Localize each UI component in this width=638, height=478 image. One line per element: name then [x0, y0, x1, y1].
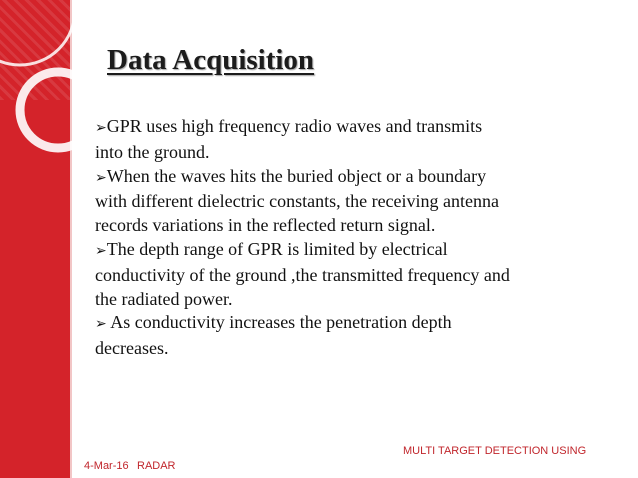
footer-date: 4-Mar-16 [84, 460, 129, 472]
bullet-line: When the waves hits the buried object or a boundary [106, 165, 487, 186]
bullet-line: conductivity of the ground ,the transmitted frequency and [95, 264, 510, 285]
decorative-ring-medium [20, 72, 96, 148]
arrow-bullet-icon: ➢ [95, 316, 107, 333]
bullet-line: with different dielectric constants, the receiving antenna [95, 191, 500, 212]
bullet-line: into the ground. [95, 141, 210, 162]
decorative-ring-large [0, 0, 75, 65]
arrow-bullet-icon: ➢ [95, 242, 107, 259]
bullet-line: decreases. [95, 338, 169, 359]
bullet-line: records variations in the reflected return signal. [95, 215, 436, 236]
arrow-bullet-icon: ➢ [95, 169, 107, 186]
bullet-item [95, 238, 595, 311]
bullet-line: GPR uses high frequency radio waves and transmits [106, 116, 483, 136]
bullet-line: As conductivity increases the penetration depth [106, 312, 452, 333]
bullet-line: the radiated power. [95, 288, 233, 309]
bullet-list [95, 115, 595, 361]
footer-title: MULTI TARGET DETECTION USING [403, 445, 587, 457]
bullet-item [95, 115, 595, 165]
bullet-line: The depth range of GPR is limited by electrical [106, 238, 448, 259]
bullet-item [95, 311, 595, 361]
footer-topic: RADAR [137, 460, 176, 472]
slide-title: Data Acquisition [107, 44, 315, 76]
arrow-bullet-icon: ➢ [95, 120, 107, 136]
bullet-item [95, 165, 595, 238]
